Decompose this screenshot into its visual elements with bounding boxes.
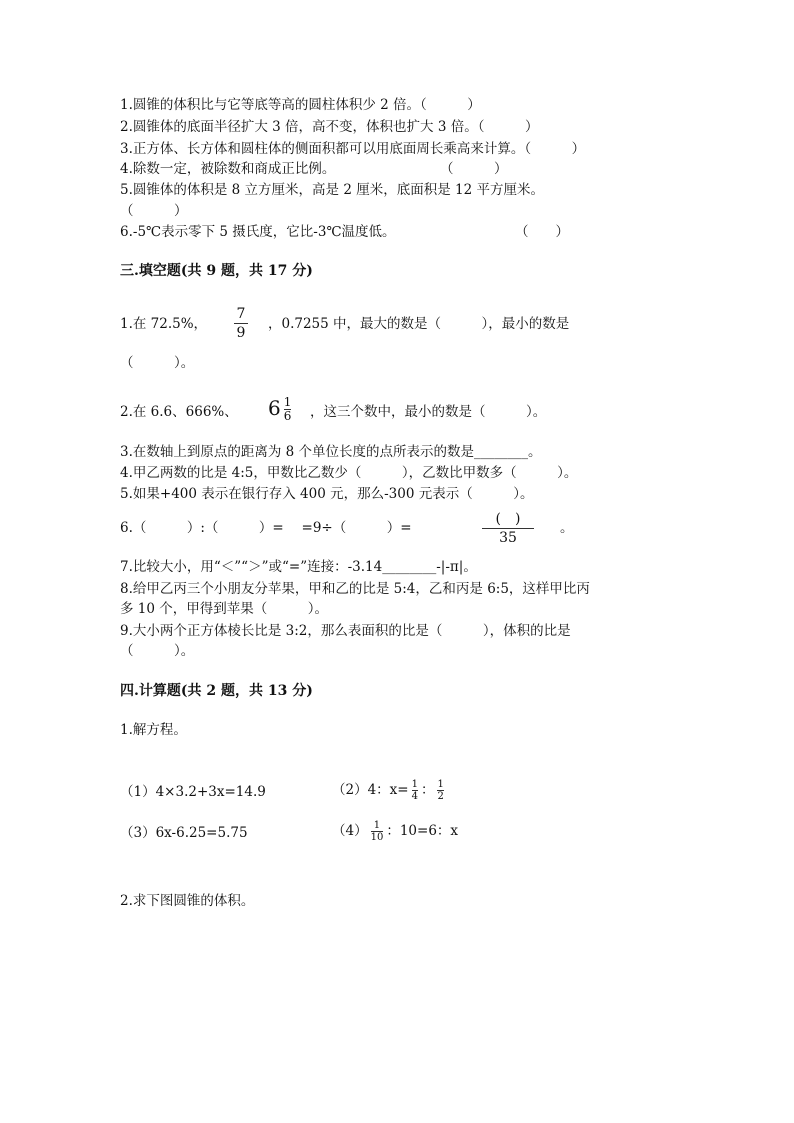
judge-q6-paren: （ ） [515,224,569,240]
fill-q1-frac-num: 7 [236,306,246,322]
equation-2-f1-den: 4 [411,791,418,802]
fill-q1-a: 1.在 72.5%， [120,316,208,332]
judge-q3: 3.正方体、长方体和圆柱体的侧面积都可以用底面周长乘高来计算。（ ） [120,141,586,157]
fill-q6-den: 35 [499,530,517,546]
calc-q1: 1.解方程。 [120,722,187,738]
section3-title: 三.填空题(共 9 题，共 17 分) [120,263,313,279]
fill-q6-end: 。 [560,520,574,536]
fill-q9-a: 9.大小两个正方体棱长比是 3:2，那么表面积的比是（ ），体积的比是 [120,623,571,639]
equation-4-f-den: 10 [370,832,384,843]
judge-q4: 4.除数一定，被除数和商成正比例。 [120,161,336,177]
equation-4-rhs: ：10=6：x [386,823,459,839]
fill-q1-frac-den: 9 [236,325,246,341]
fill-q1-c: （ ）。 [120,355,195,371]
equation-1: （1）4×3.2+3x=14.9 [120,784,266,800]
equation-2-f1-num: 1 [411,779,418,790]
fill-q2-num: 1 [283,395,292,409]
equation-2-colon: ： [420,782,435,798]
equation-2 [332,776,447,804]
judge-q1: 1.圆锥的体积比与它等底等高的圆柱体积少 2 倍。（ ） [120,97,481,113]
fill-q6-num: ( ) [495,511,521,527]
judge-q2: 2.圆锥体的底面半径扩大 3 倍，高不变，体积也扩大 3 倍。（ ） [120,119,539,135]
fill-q5: 5.如果+400 表示在银行存入 400 元，那么-300 元表示（ ）。 [120,486,534,502]
calc-q2: 2.求下图圆锥的体积。 [120,893,255,909]
judge-q6: 6.-5℃表示零下 5 摄氏度，它比-3℃温度低。 [120,224,396,240]
equation-2-f2-num: 1 [437,779,444,790]
fraction-bar [482,528,534,529]
fill-q2-mixed-number [268,396,294,423]
equation-4-label: （4） [332,823,368,839]
section4-title: 四.计算题(共 2 题，共 13 分) [120,683,313,699]
fill-q2-whole: 6 [268,396,281,420]
fill-q1-b: ，0.7255 中，最大的数是（ ），最小的数是 [268,316,570,332]
fill-q6-a: 6.（ ）:（ ）= =9÷（ ）= [120,520,412,536]
equation-2-lhs: （2）4：x= [332,782,409,798]
fill-q7: 7.比较大小，用“＜”“＞”或“=”连接：-3.14________-|-π|。 [120,559,477,575]
judge-q4-paren: （ ） [440,161,508,177]
judge-q5: 5.圆锥体的体积是 8 立方厘米，高是 2 厘米，底面积是 12 平方厘米。 [120,182,544,198]
fill-q2-fraction [284,396,292,423]
fill-q1-fraction [234,306,248,341]
fill-q2-b: ，这三个数中，最小的数是（ ）。 [310,404,547,420]
fill-q2-a: 2.在 6.6、666%、 [120,404,238,420]
equation-2-f2-den: 2 [437,791,444,802]
fill-q4: 4.甲乙两数的比是 4:5，甲数比乙数少（ ），乙数比甲数多（ ）。 [120,465,578,481]
equation-4-frac [371,820,384,843]
equation-2-frac-1 [412,779,418,802]
fill-q8-a: 8.给甲乙丙三个小朋友分苹果，甲和乙的比是 5:4，乙和丙是 6:5，这样甲比丙 [120,581,590,597]
fraction-bar [234,323,248,324]
fill-q3: 3.在数轴上到原点的距离为 8 个单位长度的点所表示的数是________。 [120,444,542,460]
equation-4-f-num: 1 [373,820,381,831]
equation-4 [332,817,458,845]
fill-q6-fraction [482,511,534,546]
equation-3: （3）6x-6.25=5.75 [120,825,248,841]
judge-q5-paren: （ ） [120,203,188,219]
fill-q9-b: （ ）。 [120,643,195,659]
fill-q8-b: 多 10 个，甲得到苹果（ ）。 [120,601,329,617]
equation-2-frac-2 [437,779,443,802]
fill-q2-den: 6 [283,409,292,423]
